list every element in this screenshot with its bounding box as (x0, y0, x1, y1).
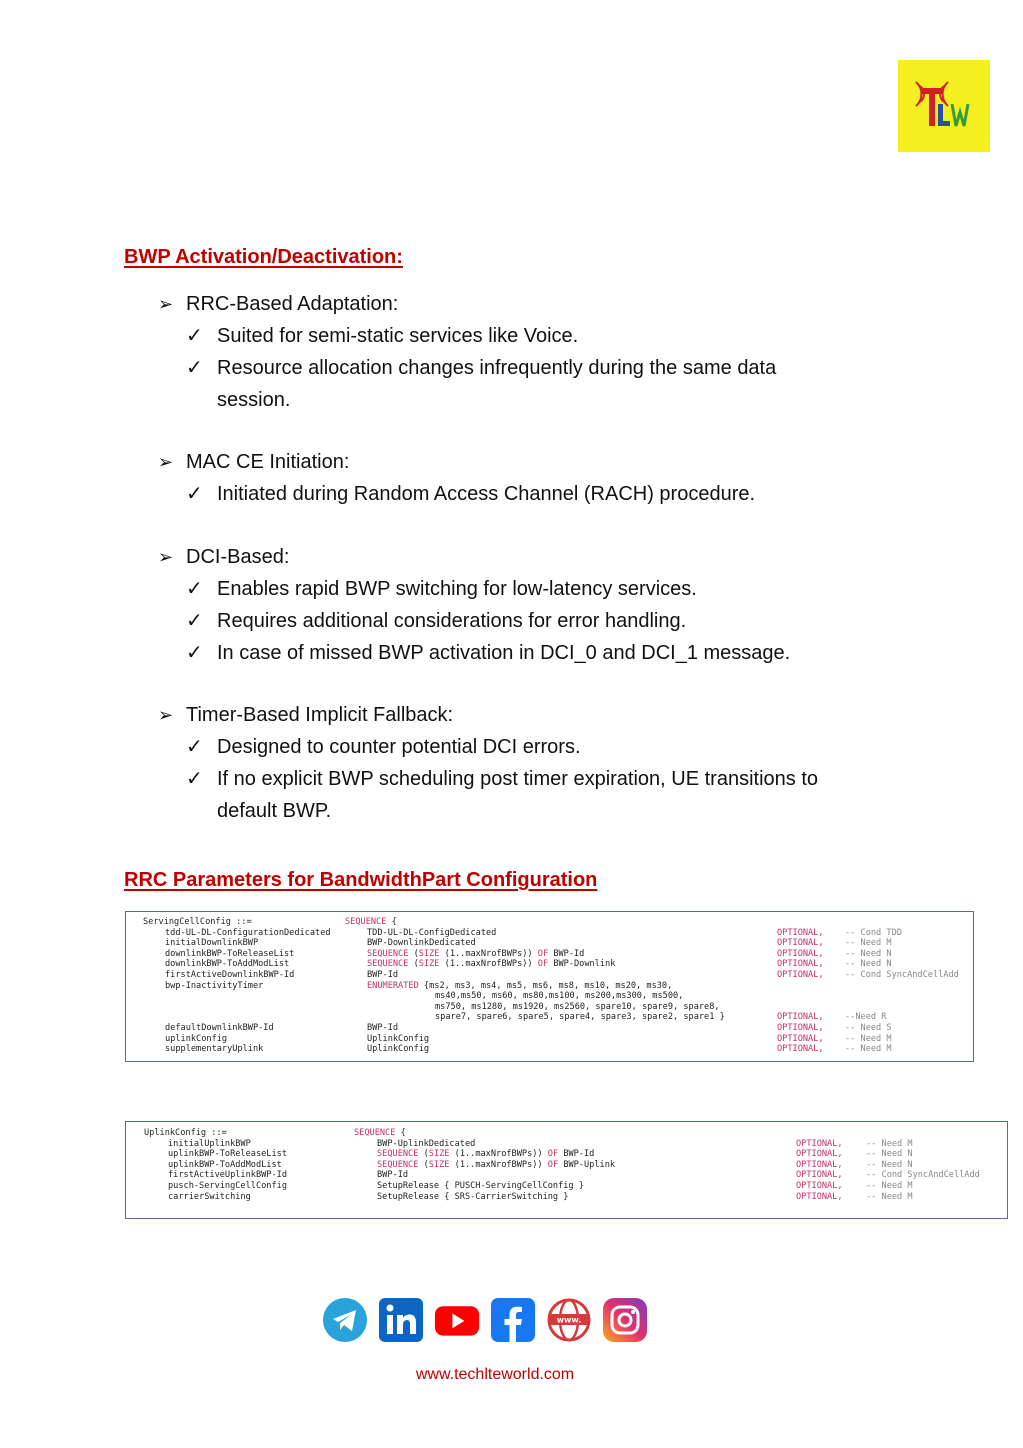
code-field-name: uplinkBWP-ToAddModList (168, 1159, 282, 1170)
code-field-type: BWP-Id (367, 969, 399, 980)
code-field-name: downlinkBWP-ToAddModList (165, 959, 290, 970)
code-field-name: uplinkBWP-ToReleaseList (168, 1149, 287, 1160)
code-field-type: SEQUENCE (SIZE (1..maxNrofBWPs)) OF BWP-Downlink (367, 959, 616, 970)
checkmark-icon: ✓ (186, 768, 203, 790)
code-line (126, 917, 973, 928)
code-line (126, 981, 973, 992)
code-field-type: SEQUENCE (SIZE (1..maxNrofBWPs)) OF BWP-Uplink (377, 1159, 616, 1170)
checkmark-icon: ✓ (186, 642, 203, 664)
code-line (126, 1149, 1007, 1160)
list-item: Initiated during Random Access Channel (RACH) procedure. (217, 483, 756, 505)
code-comment: -- Need M (866, 1138, 913, 1149)
code-field-name: pusch-ServingCellConfig (168, 1180, 287, 1191)
group-dci-based (158, 541, 918, 669)
code-line (126, 1002, 973, 1013)
code-line (126, 959, 973, 970)
code-field-type: BWP-UplinkDedicated (377, 1138, 476, 1149)
code-optional: OPTIONAL, (796, 1170, 843, 1181)
code-line (126, 1181, 1007, 1192)
code-field-name: firstActiveDownlinkBWP-Id (165, 969, 295, 980)
code-optional: OPTIONAL, (777, 948, 824, 959)
code-comment: -- Need M (866, 1191, 913, 1202)
code-field-name: downlinkBWP-ToReleaseList (165, 948, 295, 959)
code-field-type: BWP-Id (367, 1022, 399, 1033)
code-optional: OPTIONAL, (796, 1149, 843, 1160)
code-optional: OPTIONAL, (777, 1044, 824, 1055)
social-links (322, 1297, 648, 1345)
code-line (126, 991, 973, 1002)
checkmark-icon: ✓ (186, 357, 203, 379)
code-field-name: firstActiveUplinkBWP-Id (168, 1170, 287, 1181)
section-heading-bwp-activation: BWP Activation/Deactivation: (124, 246, 403, 268)
code-optional: OPTIONAL, (777, 959, 824, 970)
code-comment: -- Need N (866, 1159, 913, 1170)
group-title: Timer-Based Implicit Fallback: (186, 704, 454, 726)
code-field-type: spare7, spare6, spare5, spare4, spare3, spare2, spare1 } (435, 1012, 725, 1023)
list-item: If no explicit BWP scheduling post timer expiration, UE transitions to (217, 768, 819, 790)
youtube-icon[interactable] (434, 1297, 480, 1343)
telegram-icon[interactable] (322, 1297, 368, 1343)
group-title: DCI-Based: (186, 546, 290, 568)
list-item: Requires additional considerations for error handling. (217, 610, 687, 632)
list-item: In case of missed BWP activation in DCI_0 and DCI_1 message. (217, 642, 791, 664)
code-field-type: SEQUENCE (SIZE (1..maxNrofBWPs)) OF BWP-Id (377, 1149, 595, 1160)
code-field-type: SEQUENCE (SIZE (1..maxNrofBWPs)) OF BWP-Id (367, 948, 585, 959)
code-field-type: ms40,ms50, ms60, ms80,ms100, ms200,ms300, ms500, (435, 991, 684, 1002)
website-link[interactable]: www.techlteworld.com (415, 1366, 575, 1383)
code-comment: -- Need M (845, 938, 892, 949)
list-item-continuation: default BWP. (217, 800, 332, 822)
code-field-type: ms750, ms1280, ms1920, ms2560, spare10, spare9, spare8, (435, 1001, 720, 1012)
checkmark-icon: ✓ (186, 610, 203, 632)
code-comment: -- Need S (845, 1022, 892, 1033)
code-comment: -- Cond SyncAndCellAdd (866, 1170, 980, 1181)
website-icon[interactable] (546, 1297, 592, 1343)
group-rrc-based (158, 288, 918, 416)
code-line (126, 1044, 973, 1055)
code-field-type: BWP-DownlinkDedicated (367, 938, 476, 949)
arrow-bullet-icon: ➢ (158, 294, 174, 314)
code-field-name: initialUplinkBWP (168, 1138, 251, 1149)
list-item: Enables rapid BWP switching for low-latency services. (217, 578, 697, 600)
code-field-name: UplinkConfig ::= (144, 1128, 227, 1138)
checkmark-icon: ✓ (186, 483, 203, 505)
group-title: MAC CE Initiation: (186, 451, 350, 473)
code-field-type: ENUMERATED {ms2, ms3, ms4, ms5, ms6, ms8, ms10, ms20, ms30, (367, 980, 673, 991)
code-optional: OPTIONAL, (796, 1159, 843, 1170)
code-optional: OPTIONAL, (796, 1138, 843, 1149)
code-optional: OPTIONAL, (796, 1180, 843, 1191)
instagram-icon[interactable] (602, 1297, 648, 1343)
checkmark-icon: ✓ (186, 736, 203, 758)
code-field-type: BWP-Id (377, 1170, 409, 1181)
code-optional: OPTIONAL, (796, 1191, 843, 1202)
code-optional: OPTIONAL, (777, 927, 824, 938)
code-line (126, 928, 973, 939)
arrow-bullet-icon: ➢ (158, 705, 174, 725)
code-comment: --Need R (845, 1012, 887, 1023)
code-field-type: SEQUENCE { (345, 917, 397, 927)
code-line (126, 1139, 1007, 1150)
code-line (126, 1170, 1007, 1181)
group-title: RRC-Based Adaptation: (186, 293, 399, 315)
code-comment: -- Need M (845, 1033, 892, 1044)
logo (898, 60, 990, 152)
code-field-name: uplinkConfig (165, 1033, 228, 1044)
code-line (126, 970, 973, 981)
list-item: Resource allocation changes infrequently during the same data (217, 357, 777, 379)
code-field-name: initialDownlinkBWP (165, 938, 259, 949)
arrow-bullet-icon: ➢ (158, 547, 174, 567)
code-field-name: defaultDownlinkBWP-Id (165, 1022, 274, 1033)
tlw-logo-icon (898, 60, 990, 152)
checkmark-icon: ✓ (186, 578, 203, 600)
code-field-name: bwp-InactivityTimer (165, 980, 264, 991)
code-block-servingcellconfig (125, 911, 974, 1062)
code-field-name: carrierSwitching (168, 1191, 251, 1202)
code-field-type: SetupRelease { SRS-CarrierSwitching } (377, 1191, 569, 1202)
code-optional: OPTIONAL, (777, 1033, 824, 1044)
code-field-type: SEQUENCE { (354, 1128, 406, 1138)
code-optional: OPTIONAL, (777, 1022, 824, 1033)
code-field-type: SetupRelease { PUSCH-ServingCellConfig } (377, 1180, 584, 1191)
checkmark-icon: ✓ (186, 325, 203, 347)
code-block-uplinkconfig (125, 1121, 1008, 1219)
code-line (126, 1012, 973, 1023)
code-field-name: tdd-UL-DL-ConfigurationDedicated (165, 927, 331, 938)
code-field-type: TDD-UL-DL-ConfigDedicated (367, 927, 497, 938)
facebook-icon[interactable] (490, 1297, 536, 1343)
code-comment: -- Need N (866, 1149, 913, 1160)
code-line (126, 949, 973, 960)
code-optional: OPTIONAL, (777, 969, 824, 980)
group-mac-ce (158, 446, 918, 510)
arrow-bullet-icon: ➢ (158, 452, 174, 472)
code-optional: OPTIONAL, (777, 1012, 824, 1023)
list-item: Designed to counter potential DCI errors. (217, 736, 581, 758)
code-field-name: ServingCellConfig ::= (143, 917, 252, 927)
code-line (126, 1128, 1007, 1139)
code-comment: -- Need M (845, 1044, 892, 1055)
code-line (126, 1160, 1007, 1171)
svg-text:www.: www. (556, 1315, 582, 1325)
code-optional: OPTIONAL, (777, 938, 824, 949)
code-line (126, 1192, 1007, 1203)
list-item: Suited for semi-static services like Voice. (217, 325, 579, 347)
code-field-name: supplementaryUplink (165, 1044, 264, 1055)
code-comment: -- Need M (866, 1180, 913, 1191)
code-comment: -- Need N (845, 959, 892, 970)
list-item-continuation: session. (217, 389, 291, 411)
code-comment: -- Need N (845, 948, 892, 959)
code-line (126, 1034, 973, 1045)
group-timer-based (158, 699, 918, 827)
section-heading-rrc-parameters: RRC Parameters for BandwidthPart Configuration (124, 869, 598, 891)
code-line (126, 1023, 973, 1034)
code-comment: -- Cond TDD (845, 927, 902, 938)
code-field-type: UplinkConfig (367, 1044, 430, 1055)
linkedin-icon[interactable] (378, 1297, 424, 1343)
code-line (126, 938, 973, 949)
code-comment: -- Cond SyncAndCellAdd (845, 969, 959, 980)
code-field-type: UplinkConfig (367, 1033, 430, 1044)
